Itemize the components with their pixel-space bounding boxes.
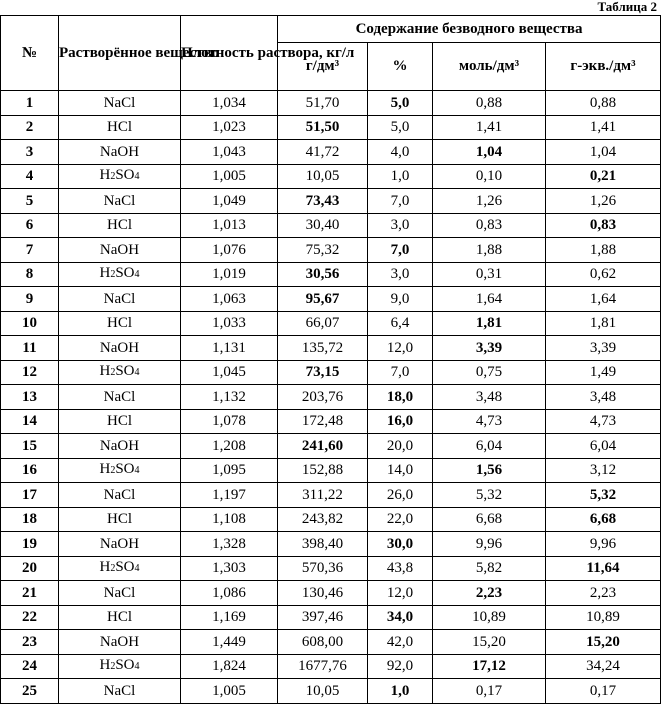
cell-density: 1,033 bbox=[181, 311, 278, 336]
cell-substance: NaCl bbox=[59, 679, 181, 704]
cell-number: 15 bbox=[1, 434, 59, 459]
cell-density: 1,013 bbox=[181, 213, 278, 238]
cell-density: 1,095 bbox=[181, 458, 278, 483]
cell-percent: 30,0 bbox=[368, 532, 433, 557]
cell-percent: 43,8 bbox=[368, 556, 433, 581]
cell-percent: 18,0 bbox=[368, 385, 433, 410]
cell-geq-dm3: 1,64 bbox=[546, 287, 661, 312]
cell-g-dm3: 135,72 bbox=[278, 336, 368, 361]
cell-number: 17 bbox=[1, 483, 59, 508]
cell-mol-dm3: 6,68 bbox=[433, 507, 546, 532]
cell-percent: 5,0 bbox=[368, 91, 433, 116]
cell-substance: H2SO4 bbox=[59, 262, 181, 287]
cell-mol-dm3: 1,64 bbox=[433, 287, 546, 312]
cell-g-dm3: 30,40 bbox=[278, 213, 368, 238]
cell-percent: 7,0 bbox=[368, 360, 433, 385]
cell-mol-dm3: 1,04 bbox=[433, 140, 546, 165]
header-percent: % bbox=[368, 43, 433, 91]
cell-geq-dm3: 9,96 bbox=[546, 532, 661, 557]
cell-substance: NaCl bbox=[59, 189, 181, 214]
cell-percent: 16,0 bbox=[368, 409, 433, 434]
cell-substance: NaCl bbox=[59, 483, 181, 508]
solution-table bbox=[0, 15, 661, 704]
cell-g-dm3: 608,00 bbox=[278, 630, 368, 655]
header-number: № bbox=[1, 16, 59, 91]
cell-percent: 20,0 bbox=[368, 434, 433, 459]
cell-mol-dm3: 5,32 bbox=[433, 483, 546, 508]
cell-substance: HCl bbox=[59, 213, 181, 238]
cell-substance: NaOH bbox=[59, 630, 181, 655]
cell-percent: 12,0 bbox=[368, 336, 433, 361]
cell-substance: HCl bbox=[59, 605, 181, 630]
cell-geq-dm3: 6,04 bbox=[546, 434, 661, 459]
cell-density: 1,169 bbox=[181, 605, 278, 630]
cell-number: 2 bbox=[1, 115, 59, 140]
cell-substance: NaCl bbox=[59, 385, 181, 410]
cell-geq-dm3: 0,88 bbox=[546, 91, 661, 116]
cell-g-dm3: 397,46 bbox=[278, 605, 368, 630]
cell-g-dm3: 243,82 bbox=[278, 507, 368, 532]
cell-g-dm3: 241,60 bbox=[278, 434, 368, 459]
cell-density: 1,049 bbox=[181, 189, 278, 214]
cell-geq-dm3: 1,41 bbox=[546, 115, 661, 140]
cell-substance: H2SO4 bbox=[59, 654, 181, 679]
cell-percent: 34,0 bbox=[368, 605, 433, 630]
cell-mol-dm3: 2,23 bbox=[433, 581, 546, 606]
cell-mol-dm3: 15,20 bbox=[433, 630, 546, 655]
cell-geq-dm3: 11,64 bbox=[546, 556, 661, 581]
cell-percent: 26,0 bbox=[368, 483, 433, 508]
cell-density: 1,076 bbox=[181, 238, 278, 263]
cell-mol-dm3: 3,39 bbox=[433, 336, 546, 361]
cell-substance: HCl bbox=[59, 507, 181, 532]
table-row bbox=[1, 483, 661, 508]
table-row bbox=[1, 311, 661, 336]
table-body bbox=[1, 91, 661, 704]
cell-geq-dm3: 0,17 bbox=[546, 679, 661, 704]
cell-substance: NaOH bbox=[59, 532, 181, 557]
table-row bbox=[1, 581, 661, 606]
table-row bbox=[1, 140, 661, 165]
cell-mol-dm3: 5,82 bbox=[433, 556, 546, 581]
cell-geq-dm3: 1,04 bbox=[546, 140, 661, 165]
cell-g-dm3: 311,22 bbox=[278, 483, 368, 508]
cell-density: 1,449 bbox=[181, 630, 278, 655]
table-row bbox=[1, 434, 661, 459]
cell-g-dm3: 398,40 bbox=[278, 532, 368, 557]
cell-substance: NaOH bbox=[59, 238, 181, 263]
cell-substance: NaCl bbox=[59, 581, 181, 606]
cell-percent: 14,0 bbox=[368, 458, 433, 483]
cell-percent: 4,0 bbox=[368, 140, 433, 165]
cell-mol-dm3: 1,26 bbox=[433, 189, 546, 214]
cell-number: 23 bbox=[1, 630, 59, 655]
cell-density: 1,208 bbox=[181, 434, 278, 459]
table-row bbox=[1, 507, 661, 532]
cell-mol-dm3: 1,56 bbox=[433, 458, 546, 483]
cell-g-dm3: 51,50 bbox=[278, 115, 368, 140]
cell-number: 14 bbox=[1, 409, 59, 434]
cell-percent: 42,0 bbox=[368, 630, 433, 655]
table-row bbox=[1, 630, 661, 655]
cell-geq-dm3: 6,68 bbox=[546, 507, 661, 532]
cell-number: 20 bbox=[1, 556, 59, 581]
cell-geq-dm3: 0,21 bbox=[546, 164, 661, 189]
cell-g-dm3: 51,70 bbox=[278, 91, 368, 116]
cell-geq-dm3: 15,20 bbox=[546, 630, 661, 655]
cell-number: 24 bbox=[1, 654, 59, 679]
table-caption: Таблица 2 bbox=[597, 0, 657, 14]
cell-geq-dm3: 3,48 bbox=[546, 385, 661, 410]
table-row bbox=[1, 164, 661, 189]
cell-g-dm3: 1677,76 bbox=[278, 654, 368, 679]
header-substance: Растворённое вещество bbox=[59, 16, 181, 91]
cell-percent: 22,0 bbox=[368, 507, 433, 532]
cell-density: 1,045 bbox=[181, 360, 278, 385]
cell-g-dm3: 10,05 bbox=[278, 679, 368, 704]
cell-mol-dm3: 0,83 bbox=[433, 213, 546, 238]
cell-geq-dm3: 3,12 bbox=[546, 458, 661, 483]
table-row bbox=[1, 409, 661, 434]
cell-number: 3 bbox=[1, 140, 59, 165]
cell-density: 1,019 bbox=[181, 262, 278, 287]
cell-substance: H2SO4 bbox=[59, 164, 181, 189]
cell-number: 6 bbox=[1, 213, 59, 238]
cell-substance: NaCl bbox=[59, 287, 181, 312]
cell-number: 18 bbox=[1, 507, 59, 532]
cell-density: 1,197 bbox=[181, 483, 278, 508]
cell-mol-dm3: 1,88 bbox=[433, 238, 546, 263]
cell-density: 1,034 bbox=[181, 91, 278, 116]
cell-percent: 7,0 bbox=[368, 189, 433, 214]
cell-percent: 5,0 bbox=[368, 115, 433, 140]
cell-g-dm3: 152,88 bbox=[278, 458, 368, 483]
cell-mol-dm3: 17,12 bbox=[433, 654, 546, 679]
cell-percent: 9,0 bbox=[368, 287, 433, 312]
cell-substance: NaOH bbox=[59, 336, 181, 361]
cell-geq-dm3: 2,23 bbox=[546, 581, 661, 606]
cell-geq-dm3: 5,32 bbox=[546, 483, 661, 508]
table-row bbox=[1, 556, 661, 581]
cell-substance: H2SO4 bbox=[59, 556, 181, 581]
cell-substance: HCl bbox=[59, 115, 181, 140]
cell-number: 25 bbox=[1, 679, 59, 704]
cell-geq-dm3: 0,62 bbox=[546, 262, 661, 287]
cell-density: 1,063 bbox=[181, 287, 278, 312]
table-row bbox=[1, 458, 661, 483]
cell-mol-dm3: 0,31 bbox=[433, 262, 546, 287]
header-density: Плотность раствора, кг/л bbox=[181, 16, 278, 91]
cell-substance: NaCl bbox=[59, 91, 181, 116]
cell-substance: NaOH bbox=[59, 434, 181, 459]
cell-number: 19 bbox=[1, 532, 59, 557]
cell-g-dm3: 30,56 bbox=[278, 262, 368, 287]
cell-mol-dm3: 0,88 bbox=[433, 91, 546, 116]
cell-substance: NaOH bbox=[59, 140, 181, 165]
cell-density: 1,005 bbox=[181, 164, 278, 189]
cell-density: 1,043 bbox=[181, 140, 278, 165]
cell-number: 21 bbox=[1, 581, 59, 606]
cell-percent: 6,4 bbox=[368, 311, 433, 336]
cell-geq-dm3: 10,89 bbox=[546, 605, 661, 630]
cell-g-dm3: 73,15 bbox=[278, 360, 368, 385]
cell-geq-dm3: 1,49 bbox=[546, 360, 661, 385]
cell-geq-dm3: 0,83 bbox=[546, 213, 661, 238]
cell-percent: 1,0 bbox=[368, 164, 433, 189]
table-row bbox=[1, 287, 661, 312]
cell-mol-dm3: 3,48 bbox=[433, 385, 546, 410]
cell-number: 8 bbox=[1, 262, 59, 287]
table-row bbox=[1, 654, 661, 679]
cell-density: 1,005 bbox=[181, 679, 278, 704]
cell-geq-dm3: 3,39 bbox=[546, 336, 661, 361]
header-geq-dm3: г-экв./дм³ bbox=[546, 43, 661, 91]
cell-percent: 1,0 bbox=[368, 679, 433, 704]
cell-g-dm3: 75,32 bbox=[278, 238, 368, 263]
cell-mol-dm3: 0,75 bbox=[433, 360, 546, 385]
cell-number: 10 bbox=[1, 311, 59, 336]
cell-g-dm3: 73,43 bbox=[278, 189, 368, 214]
table-row bbox=[1, 262, 661, 287]
cell-mol-dm3: 9,96 bbox=[433, 532, 546, 557]
cell-number: 1 bbox=[1, 91, 59, 116]
cell-density: 1,131 bbox=[181, 336, 278, 361]
table-row bbox=[1, 385, 661, 410]
cell-geq-dm3: 4,73 bbox=[546, 409, 661, 434]
cell-density: 1,132 bbox=[181, 385, 278, 410]
cell-number: 11 bbox=[1, 336, 59, 361]
table-row bbox=[1, 360, 661, 385]
cell-percent: 7,0 bbox=[368, 238, 433, 263]
table-row bbox=[1, 679, 661, 704]
cell-mol-dm3: 1,81 bbox=[433, 311, 546, 336]
cell-mol-dm3: 4,73 bbox=[433, 409, 546, 434]
cell-g-dm3: 95,67 bbox=[278, 287, 368, 312]
table-row bbox=[1, 532, 661, 557]
table-row bbox=[1, 238, 661, 263]
cell-density: 1,086 bbox=[181, 581, 278, 606]
cell-g-dm3: 130,46 bbox=[278, 581, 368, 606]
cell-percent: 3,0 bbox=[368, 262, 433, 287]
cell-percent: 92,0 bbox=[368, 654, 433, 679]
table-row bbox=[1, 605, 661, 630]
cell-g-dm3: 41,72 bbox=[278, 140, 368, 165]
cell-number: 5 bbox=[1, 189, 59, 214]
cell-mol-dm3: 0,10 bbox=[433, 164, 546, 189]
cell-density: 1,108 bbox=[181, 507, 278, 532]
cell-mol-dm3: 0,17 bbox=[433, 679, 546, 704]
cell-mol-dm3: 6,04 bbox=[433, 434, 546, 459]
table-row bbox=[1, 115, 661, 140]
cell-number: 9 bbox=[1, 287, 59, 312]
cell-substance: HCl bbox=[59, 311, 181, 336]
cell-geq-dm3: 34,24 bbox=[546, 654, 661, 679]
cell-density: 1,303 bbox=[181, 556, 278, 581]
cell-mol-dm3: 10,89 bbox=[433, 605, 546, 630]
table-row bbox=[1, 213, 661, 238]
cell-number: 12 bbox=[1, 360, 59, 385]
cell-density: 1,328 bbox=[181, 532, 278, 557]
table-row bbox=[1, 189, 661, 214]
cell-substance: H2SO4 bbox=[59, 458, 181, 483]
cell-number: 13 bbox=[1, 385, 59, 410]
cell-geq-dm3: 1,88 bbox=[546, 238, 661, 263]
cell-density: 1,023 bbox=[181, 115, 278, 140]
header-mol-dm3: моль/дм³ bbox=[433, 43, 546, 91]
cell-density: 1,078 bbox=[181, 409, 278, 434]
cell-g-dm3: 10,05 bbox=[278, 164, 368, 189]
cell-number: 22 bbox=[1, 605, 59, 630]
table-row bbox=[1, 91, 661, 116]
cell-g-dm3: 203,76 bbox=[278, 385, 368, 410]
header-content-group: Содержание безводного вещества bbox=[278, 16, 661, 43]
cell-geq-dm3: 1,81 bbox=[546, 311, 661, 336]
cell-percent: 3,0 bbox=[368, 213, 433, 238]
cell-density: 1,824 bbox=[181, 654, 278, 679]
cell-g-dm3: 172,48 bbox=[278, 409, 368, 434]
cell-geq-dm3: 1,26 bbox=[546, 189, 661, 214]
header-g-dm3: г/дм³ bbox=[278, 43, 368, 91]
cell-substance: HCl bbox=[59, 409, 181, 434]
cell-substance: H2SO4 bbox=[59, 360, 181, 385]
cell-number: 4 bbox=[1, 164, 59, 189]
cell-number: 7 bbox=[1, 238, 59, 263]
cell-number: 16 bbox=[1, 458, 59, 483]
cell-mol-dm3: 1,41 bbox=[433, 115, 546, 140]
cell-percent: 12,0 bbox=[368, 581, 433, 606]
table-row bbox=[1, 336, 661, 361]
cell-g-dm3: 66,07 bbox=[278, 311, 368, 336]
cell-g-dm3: 570,36 bbox=[278, 556, 368, 581]
